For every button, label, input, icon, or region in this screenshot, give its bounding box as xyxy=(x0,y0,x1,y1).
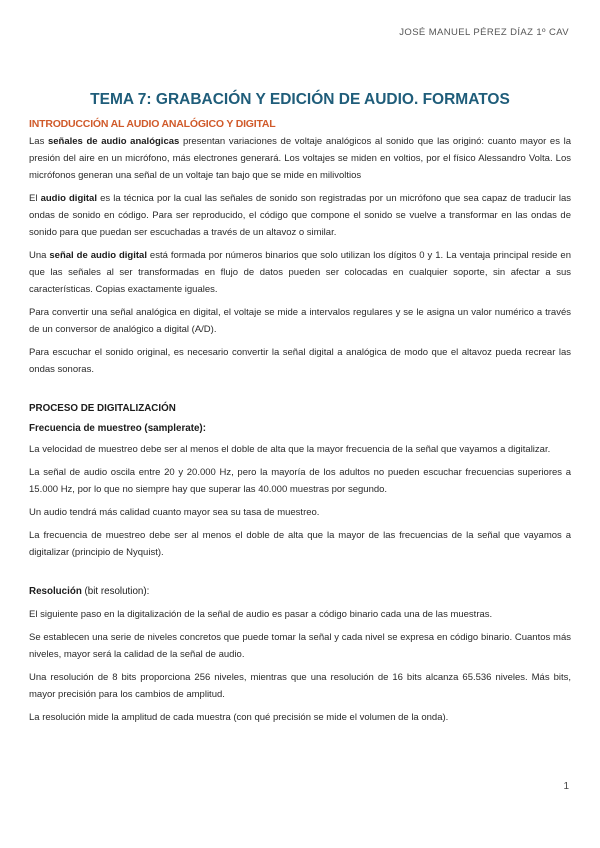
term-digital-audio: audio digital xyxy=(40,193,97,204)
paragraph-ad-conversion: Para convertir una señal analógica en digital, el voltaje se mide a intervalos regulares y se le asigna un valor numérico a través de un conversor de analógico a digital (A/D). xyxy=(29,307,571,335)
text-lead: Una xyxy=(29,250,50,261)
paragraph-analog-signals xyxy=(29,133,571,184)
subheading-sampling: Frecuencia de muestreo (samplerate): xyxy=(29,423,206,434)
subheading-resolution-rest: (bit resolution): xyxy=(81,586,150,597)
term-digital-signal: señal de audio digital xyxy=(49,250,147,261)
page-number: 1 xyxy=(563,781,569,792)
paragraph-resolution-4: La resolución mide la amplitud de cada muestra (con qué precisión se mide el volumen de la onda). xyxy=(29,712,449,723)
page-title: TEMA 7: GRABACIÓN Y EDICIÓN DE AUDIO. FORMATOS xyxy=(90,91,510,108)
subheading-resolution xyxy=(29,583,571,600)
text-lead: El xyxy=(29,193,41,204)
document-body xyxy=(29,118,571,726)
paragraph-resolution-1: El siguiente paso en la digitalización de la señal de audio es pasar a código binario cada una de las muestras. xyxy=(29,609,493,620)
text-rest: presentan variaciones de voltaje analógicos al sonido que las originó: cuanto mayor es la presión del aire en un micrófono, más electrones generará. Los voltajes se miden en voltios, por el físico Alessandro Volta. Los micrófonos generan una señal de un voltaje tan bajo que se mide en milivoltios xyxy=(29,136,571,181)
paragraph-da-conversion: Para escuchar el sonido original, es necesario convertir la señal digital a analógica de modo que el altavoz pueda recrear las ondas sonoras. xyxy=(29,347,571,375)
section-subtitle-intro: INTRODUCCIÓN AL AUDIO ANALÓGICO Y DIGITAL xyxy=(29,118,276,130)
paragraph-sampling-4: La frecuencia de muestreo debe ser al menos el doble de alta que la mayor de las frecuencias de la señal que vayamos a digitalizar (principio de Nyquist). xyxy=(29,530,571,558)
paragraph-sampling-3: Un audio tendrá más calidad cuanto mayor sea su tasa de muestreo. xyxy=(29,507,320,518)
paragraph-resolution-3: Una resolución de 8 bits proporciona 256 niveles, mientras que una resolución de 16 bits alcanza 65.536 niveles. Más bits, mayor precisión para los cambios de amplitud. xyxy=(29,672,571,700)
term-analog-signals: señales de audio analógicas xyxy=(47,136,180,147)
section-heading-digitalization: PROCESO DE DIGITALIZACIÓN xyxy=(29,403,176,414)
text-lead: Las xyxy=(29,136,48,147)
paragraph-digital-signal xyxy=(29,247,571,298)
header-author: JOSÉ MANUEL PÉREZ DÍAZ 1º CAV xyxy=(399,27,569,38)
paragraph-sampling-2: La señal de audio oscila entre 20 y 20.000 Hz, pero la mayoría de los adultos no pueden escuchar frecuencias superiores a 15.000 Hz, por lo que no siempre hay que superar las 40.000 muestras por segundo. xyxy=(29,467,571,495)
paragraph-digital-audio xyxy=(29,190,571,241)
paragraph-resolution-2: Se establecen una serie de niveles concretos que puede tomar la señal y cada nivel se expresa en código binario. Cuantos más niveles, mayor será la calidad de la señal de audio. xyxy=(29,632,571,660)
subheading-resolution-bold: Resolución xyxy=(29,586,82,597)
text-rest: está formada por números binarios que solo utilizan los dígitos 0 y 1. La ventaja principal reside en que las señales al ser transformadas en flujo de datos pueden ser colocadas en cualquier soporte, sin afectar a sus características. Copias exactamente iguales. xyxy=(29,250,571,295)
paragraph-sampling-1: La velocidad de muestreo debe ser al menos el doble de alta que la mayor frecuencia de la señal que vayamos a digitalizar. xyxy=(29,444,551,455)
text-rest: es la técnica por la cual las señales de sonido son registradas por un micrófono que sea capaz de traducir las ondas de sonido en código. Para ser reproducido, el código que compone el sonido se vuelve a transformar en las ondas de sonido para que puedan ser escuchadas a través de un altavoz o similar. xyxy=(29,193,571,238)
